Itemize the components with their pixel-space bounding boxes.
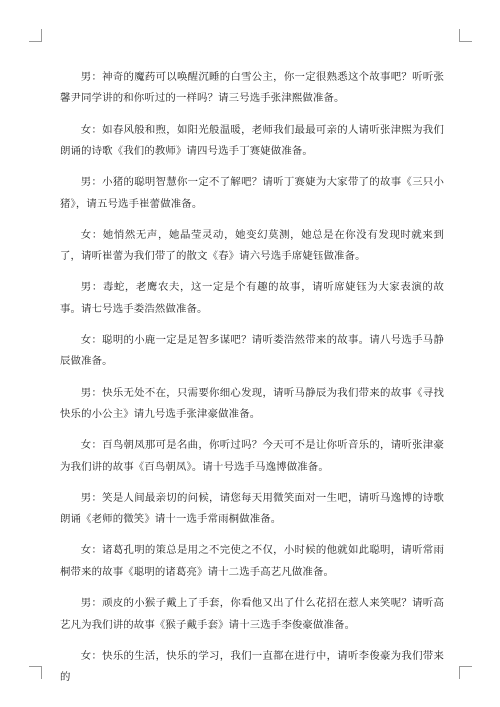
crop-mark-bottom-right [459, 666, 472, 679]
document-body [60, 67, 444, 698]
paragraph: 男：小猪的聪明智慧你一定不了解吧？请听丁赛婕为大家带了的故事《三只小猪》，请五号选手崔蕾做准备。 [60, 176, 444, 210]
paragraph: 男：顽皮的小猴子戴上了手套，你看他又出了什么花招在惹人来笑呢？请听高艺凡为我们讲的故事《猴子戴手套》请十三选手李俊豪做准备。 [60, 597, 444, 631]
paragraph: 女：如春风般和煦，如阳光般温暖，老师我们最最可亲的人请听张津熙为我们朗诵的诗歌《我们的教师》请四号选手丁赛婕做准备。 [60, 123, 444, 158]
paragraph: 男：笑是人间最亲切的问候，请您每天用微笑面对一生吧，请听马逸博的诗歌朗诵《老师的微笑》请十一选手常雨桐做准备。 [60, 491, 444, 526]
crop-mark-top-left [29, 29, 42, 42]
paragraph: 女：诸葛孔明的策总是用之不完使之不仅，小时候的他就如此聪明，请听常雨桐带来的故事《聪明的诸葛亮》请十二选手高艺凡做准备。 [60, 544, 444, 578]
paragraph: 男：快乐无处不在，只需要你细心发现，请听马静辰为我们带来的故事《寻找快乐的小公主》请九号选手张津豪做准备。 [60, 386, 444, 421]
crop-mark-bottom-left [29, 666, 42, 679]
paragraph: 男：毒蛇，老鹰农夫，这一定是个有趣的故事，请听席婕钰为大家表演的故事。请七号选手娄浩然做准备。 [60, 281, 444, 315]
paragraph: 女：聪明的小鹿一定是足智多谋吧？请听娄浩然带来的故事。请八号选手马静辰做准备。 [60, 334, 444, 368]
paragraph: 女：百鸟朝凤那可是名曲，你听过吗？今天可不是让你听音乐的，请听张津豪为我们讲的故事《百鸟朝凤》。请十号选手马逸博做准备。 [60, 439, 444, 473]
paragraph: 女：快乐的生活，快乐的学习，我们一直都在进行中，请听李俊豪为我们带来的 [60, 649, 444, 684]
paragraph: 男：神奇的魔药可以唤醒沉睡的白雪公主，你一定很熟悉这个故事吧？听听张馨尹同学讲的和你听过的一样吗？请三号选手张津熙做准备。 [60, 71, 444, 105]
paragraph: 女：她悄然无声，她晶莹灵动，她变幻莫测，她总是在你没有发现时就来到了，请听崔蕾为我们带了的散文《春》请六号选手席婕钰做准备。 [60, 228, 444, 263]
crop-mark-top-right [459, 29, 472, 42]
